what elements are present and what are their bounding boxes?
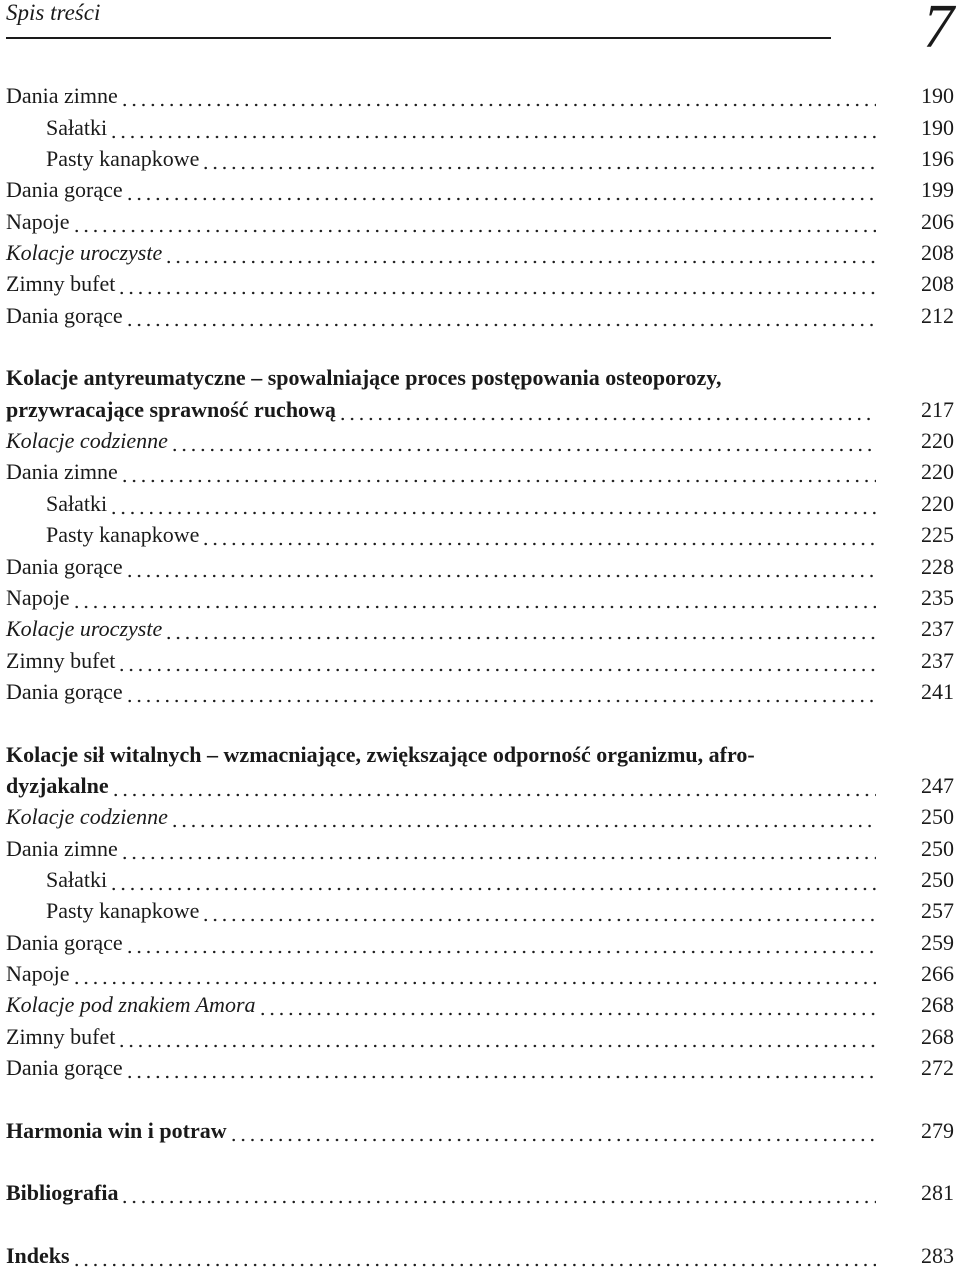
toc-entry[interactable] [6,580,954,611]
section-spacer [6,1081,954,1112]
toc-entry[interactable] [6,924,954,955]
table-of-contents [6,78,954,1269]
toc-entry-page: 250 [921,835,954,861]
toc-entry-label: Dania gorące [6,302,123,328]
toc-entry-label: Dania gorące [6,929,123,955]
toc-entry-label: Napoje [6,208,70,234]
dot-leader [117,1024,876,1050]
toc-entry-page: 208 [921,271,954,297]
toc-entry[interactable] [6,78,954,109]
toc-section-entry[interactable] [6,391,954,422]
toc-entry-page: 190 [921,114,954,140]
toc-entry[interactable] [6,454,954,485]
toc-entry[interactable] [6,485,954,516]
toc-entry-page: 208 [921,240,954,266]
page-header [6,0,954,61]
page-title: Spis treści [6,0,101,25]
toc-section-entry[interactable] [6,1238,954,1269]
dot-leader [72,961,876,987]
toc-entry-page: 266 [921,960,954,986]
dot-leader [120,1180,876,1206]
toc-entry-label: Dania zimne [6,83,118,109]
dot-leader [120,459,876,485]
dot-leader [125,177,876,203]
toc-entry-label: Kolacje codzienne [6,428,168,454]
dot-leader [170,804,876,830]
toc-entry[interactable] [6,799,954,830]
dot-leader [72,1243,876,1269]
toc-entry-page: 250 [921,804,954,830]
dot-leader [125,303,876,329]
toc-entry-label: Zimny bufet [6,1023,116,1049]
toc-entry[interactable] [6,423,954,454]
toc-entry-label: Pasty kanapkowe [46,146,200,172]
toc-entry[interactable] [6,203,954,234]
toc-entry[interactable] [6,235,954,266]
toc-entry-page: 235 [921,584,954,610]
toc-entry[interactable] [6,862,954,893]
page-number: 7 [923,0,954,61]
toc-entry-page: 220 [921,490,954,516]
toc-entry[interactable] [6,172,954,203]
dot-leader [338,397,876,423]
toc-entry-label: Kolacje uroczyste [6,240,163,266]
toc-entry-page: 237 [921,616,954,642]
toc-entry-page: 268 [921,1023,954,1049]
toc-entry-label: Kolacje uroczyste [6,616,163,642]
section-heading-line [6,736,954,767]
section-heading: Kolacje sił witalnych – wzmacniające, zwiększające odporność organizmu, afro- [6,741,755,767]
dot-leader [111,773,876,799]
toc-entry-page: 225 [921,522,954,548]
toc-entry-page: 247 [921,772,954,798]
toc-entry[interactable] [6,987,954,1018]
dot-leader [109,867,876,893]
toc-entry-label: Kolacje codzienne [6,804,168,830]
toc-entry[interactable] [6,956,954,987]
dot-leader [258,992,876,1018]
toc-entry-page: 237 [921,647,954,673]
toc-entry-label: Harmonia win i potraw [6,1117,227,1143]
dot-leader [125,1055,876,1081]
dot-leader [201,146,876,172]
toc-entry[interactable] [6,297,954,328]
toc-entry[interactable] [6,109,954,140]
toc-entry-label: Napoje [6,960,70,986]
dot-leader [72,585,876,611]
dot-leader [109,115,876,141]
toc-section-entry[interactable] [6,768,954,799]
toc-entry-label: Dania gorące [6,1055,123,1080]
toc-entry-page: 281 [921,1180,954,1206]
toc-section-entry[interactable] [6,1112,954,1143]
toc-entry-label: Kolacje pod znakiem Amora [6,992,256,1018]
toc-entry[interactable] [6,674,954,705]
toc-entry-page: 199 [921,177,954,203]
toc-entry-label: Pasty kanapkowe [46,522,200,548]
header-divider [6,37,831,39]
toc-entry-page: 220 [921,428,954,454]
dot-leader [117,648,876,674]
toc-entry-page: 206 [921,208,954,234]
toc-entry[interactable] [6,141,954,172]
dot-leader [125,679,876,705]
toc-entry-page: 268 [921,992,954,1018]
dot-leader [120,836,876,862]
toc-entry-page: 196 [921,146,954,172]
toc-entry-page: 212 [921,302,954,328]
toc-entry-label: Sałatki [46,866,108,892]
toc-section-entry[interactable] [6,1175,954,1206]
toc-entry-label: Zimny bufet [6,271,116,297]
toc-entry-label: Pasty kanapkowe [46,898,200,924]
toc-entry[interactable] [6,611,954,642]
toc-entry-label: Dania zimne [6,459,118,485]
toc-entry[interactable] [6,548,954,579]
toc-entry[interactable] [6,830,954,861]
toc-entry-page: 190 [921,83,954,109]
toc-entry-label: Dania gorące [6,678,123,704]
dot-leader [125,930,876,956]
dot-leader [109,491,876,517]
toc-entry-page: 257 [921,898,954,924]
dot-leader [229,1118,876,1144]
section-spacer [6,1206,954,1237]
toc-entry-label: dyzjakalne [6,772,109,798]
section-heading-line [6,360,954,391]
toc-entry-page: 250 [921,866,954,892]
toc-entry[interactable] [6,517,954,548]
toc-entry-page: 272 [921,1055,954,1080]
toc-entry-page: 279 [921,1117,954,1143]
toc-entry-label: Indeks [6,1243,70,1269]
dot-leader [164,240,876,266]
dot-leader [72,209,876,235]
toc-entry-label: Zimny bufet [6,647,116,673]
toc-entry-page: 259 [921,929,954,955]
toc-entry-label: Sałatki [46,114,108,140]
toc-entry-page: 217 [921,396,954,422]
toc-entry-label: Dania gorące [6,177,123,203]
section-spacer [6,705,954,736]
toc-entry-page: 283 [921,1243,954,1269]
dot-leader [125,554,876,580]
toc-entry-page: 220 [921,459,954,485]
toc-entry-page: 241 [921,678,954,704]
toc-entry-label: Napoje [6,584,70,610]
dot-leader [201,522,876,548]
dot-leader [164,616,876,642]
toc-entry[interactable] [6,642,954,673]
toc-entry-label: Dania gorące [6,553,123,579]
toc-entry[interactable] [6,893,954,924]
dot-leader [201,898,876,924]
toc-entry-label: przywracające sprawność ruchową [6,396,336,422]
toc-entry[interactable] [6,1018,954,1049]
toc-entry-label: Dania zimne [6,835,118,861]
toc-entry-label: Sałatki [46,490,108,516]
toc-entry-label: Bibliografia [6,1180,119,1206]
section-spacer [6,1144,954,1175]
dot-leader [117,271,876,297]
dot-leader [170,428,876,454]
toc-entry[interactable] [6,1050,954,1081]
toc-entry-page: 228 [921,553,954,579]
section-spacer [6,329,954,360]
section-heading: Kolacje antyreumatyczne – spowalniające proces postępowania osteoporozy, [6,365,722,391]
toc-entry[interactable] [6,266,954,297]
dot-leader [120,83,876,109]
